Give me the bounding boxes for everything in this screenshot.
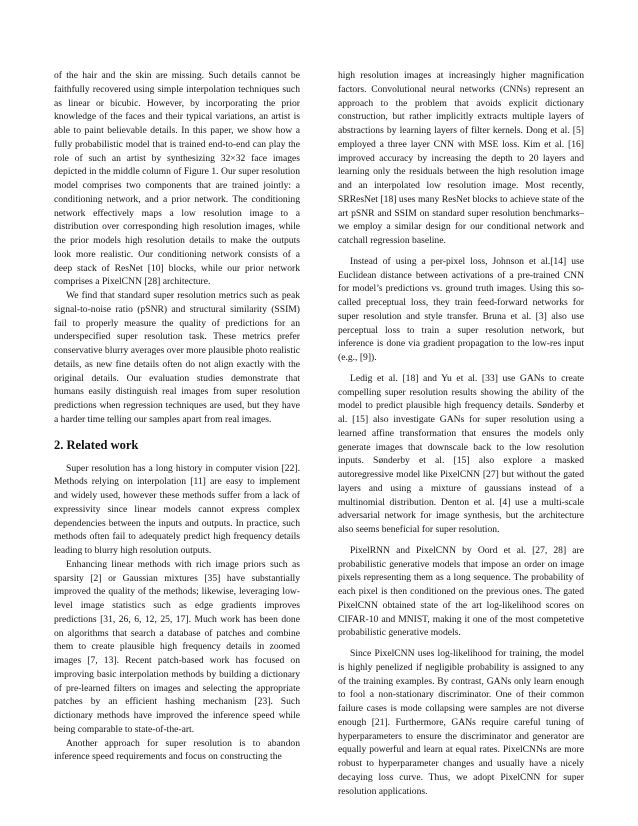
paragraph-cnn-methods: high resolution images at increasingly higher magnification factors. Convolutional neural networks (CNNs) represent an approach to the problem that avoids explicit dictionary construction, but rather implicitly extracts multiple layers of abstractions by learning layers of filter kernels. Dong et al. [5] employed a three layer CNN with MSE loss. Kim et al. [16] improved accuracy by increasing the depth to 20 layers and learning only the residuals between the high resolution image and an interpolated low resolution image. Most recently, SRResNet [18] uses many ResNet blocks to achieve state of the art pSNR and SSIM on standard super resolution benchmarks–we employ a similar design for our conditional network and catchall regression baseline. [338, 70, 584, 246]
right-column [338, 69, 584, 798]
paragraph-perceptual-loss: Instead of using a per-pixel loss, Johnson et al.[14] use Euclidean distance between activations of a pre-trained CNN for model’s predictions vs. ground truth images. Using this so-called preceptual loss, they train feed-forward networks for super resolution and style transfer. Bruna et al. [3] also use perceptual loss to train a super resolution network, but inference is done via gradient propagation to the low-res input (e.g., [9]). [338, 255, 584, 363]
paragraph-related-work-2: Enhancing linear methods with rich image priors such as sparsity [2] or Gaussian mixtures [35] have substantially improved the quality of the methods; likewise, leveraging low-level image statistics such as edge gradients improves predictions [31, 26, 6, 12, 25, 17]. Much work has been done on algorithms that search a database of patches and combine them to create plausible high frequency details in zoomed images [7, 13]. Recent patch-based work has focused on improving basic interpolation methods by building a dictionary of pre-learned filters on images and selecting the appropriate patches by an efficient hashing mechanism [23]. Such dictionary methods have improved the inference speed while being comparable to state-of-the-art. [54, 558, 300, 735]
paragraph-related-work-3: Another approach for super resolution is to abandon inference speed requirements and focus on constructing the [54, 737, 300, 763]
left-column [54, 69, 300, 764]
paragraph-intro-continued: of the hair and the skin are missing. Such details cannot be faithfully recovered using simple interpolation techniques such as linear or bicubic. However, by incorporating the prior knowledge of the faces and their typical variations, an artist is able to paint believable details. In this paper, we show how a fully probabilistic model that is trained end-to-end can play the role of such an artist by synthesizing 32×32 face images depicted in the middle column of Figure 1. Our super resolution model comprises two components that are trained jointly: a conditioning network, and a prior network. The conditioning network effectively maps a low resolution image to a distribution over corresponding high resolution images, while the prior models high resolution details to make the outputs look more realistic. Our conditioning network consists of a deep stack of ResNet [10] blocks, while our prior network comprises a PixelCNN [28] architecture. [54, 70, 300, 288]
paragraph-pixelrnn: PixelRNN and PixelCNN by Oord et al. [27, 28] are probabilistic generative models that impose an order on image pixels representing them as a long sequence. The probability of each pixel is then conditioned on the previous ones. The gated PixelCNN obtained state of the art log-likelihood scores on CIFAR-10 and MNIST, making it one of the most competetive probabilistic generative models. [338, 544, 584, 639]
paragraph-gan-methods: Ledig et al. [18] and Yu et al. [33] use GANs to create compelling super resolution results showing the ability of the model to predict plausible high frequency details. Sønderby et al. [15] also investigate GANs for super resolution using a learned affine transformation that ensures the models only generate images that downscale back to the low resolution inputs. Sønderby et al. [15] also explore a masked autoregressive model like PixelCNN [27] but without the gated layers and using a mixture of gaussians instead of a multinomial distribution. Denton et al. [4] use a multi-scale adversarial network for image synthesis, but the architecture also seems beneficial for super resolution. [338, 372, 584, 535]
paragraph-related-work-1: Super resolution has a long history in computer vision [22]. Methods relying on interpolation [11] are easy to implement and widely used, however these methods suffer from a lack of expressivity since linear models cannot express complex dependencies between the inputs and outputs. In practice, such methods often fail to adequately predict high frequency details leading to blurry high resolution outputs. [54, 462, 300, 556]
paragraph-metrics: We find that standard super resolution metrics such as peak signal-to-noise ratio (pSNR) and structural similarity (SSIM) fail to properly measure the quality of predictions for an underspecified super resolution task. These metrics prefer conservative blurry averages over more plausible photo realistic details, as new fine details often do not align exactly with the original details. Our evaluation studies demonstrate that humans easily distinguish real images from super resolution predictions when regression techniques are used, but they have a harder time telling our samples apart from real images. [54, 290, 300, 425]
paragraph-gan-vs-pixelcnn: Since PixelCNN uses log-likelihood for training, the model is highly penelized if negligible probability is assigned to any of the training examples. By contrast, GANs only learn enough to fool a non-stationary discriminator. One of their common failure cases is mode collapsing were samples are not diverse enough [21]. Furthermore, GANs require careful tuning of hyperparameters to ensure the discriminator and generator are equally powerful and learn at equal rates. PixelCNNs are more robust to hyperparameter changes and usually have a nicely decaying loss curve. Thus, we adopt PixelCNN for super resolution applications. [338, 648, 584, 797]
section-heading-related-work: 2. Related work [54, 437, 139, 452]
